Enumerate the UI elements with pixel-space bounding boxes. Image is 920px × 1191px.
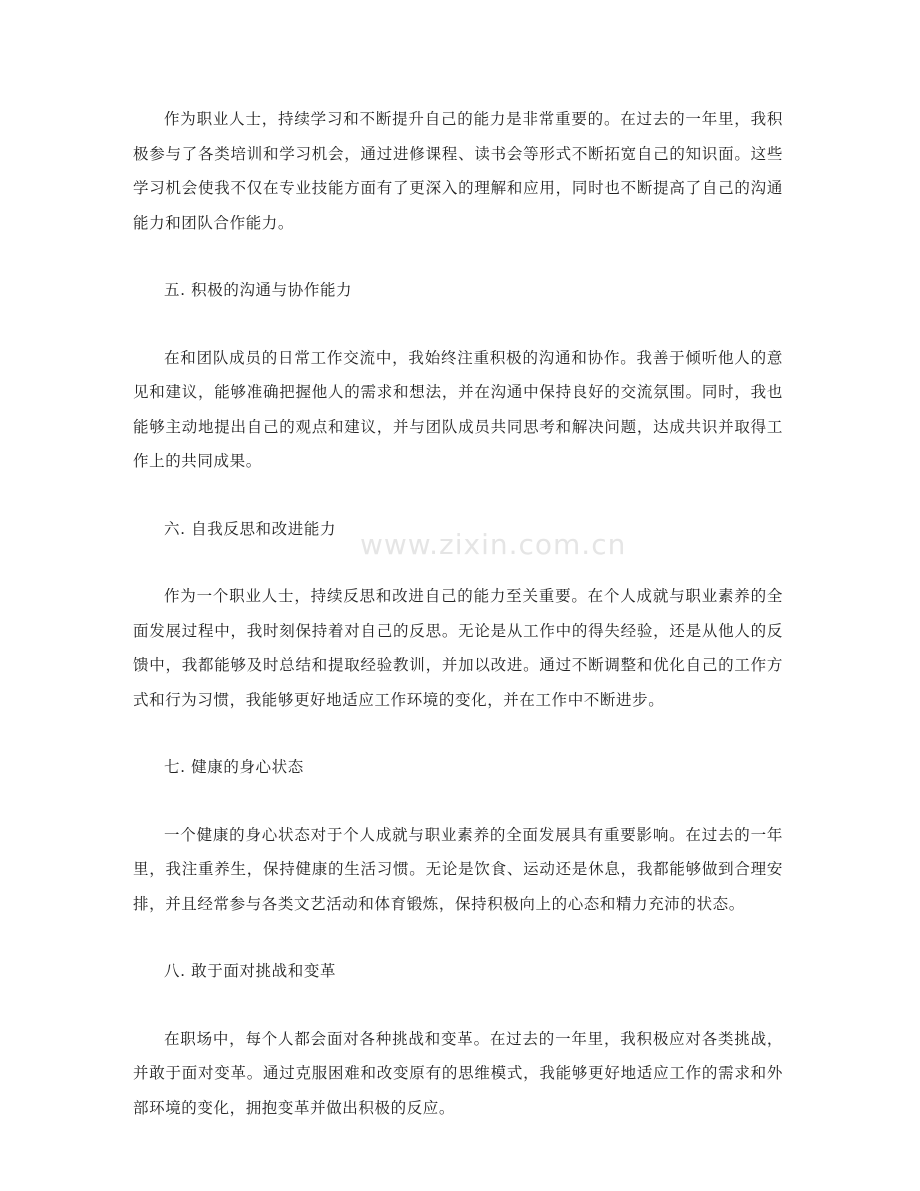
spacer: [133, 479, 783, 512]
spacer: [133, 921, 783, 954]
paragraph-health: 一个健康的身心状态对于个人成就与职业素养的全面发展具有重要影响。在过去的一年里，我注重养生，保持健康的生活习惯。无论是饮食、运动还是休息，我都能够做到合理安排，并且经常参与各类文艺活动和体育锻炼，保持积极向上的心态和精力充沛的状态。: [133, 825, 783, 913]
spacer: [133, 989, 783, 1022]
section-heading-challenges: 八. 敢于面对挑战和变革: [164, 962, 337, 980]
paragraph-challenges: 在职场中，每个人都会面对各种挑战和变革。在过去的一年里，我积极应对各类挑战，并敢于面对变革。通过克服困难和改变原有的思维模式，我能够更好地适应工作的需求和外部环境的变化，拥抱变革并做出积极的反应。: [133, 1029, 783, 1117]
paragraph-reflection: 作为一个职业人士，持续反思和改进自己的能力至关重要。在个人成就与职业素养的全面发展过程中，我时刻保持着对自己的反思。无论是从工作中的得失经验，还是从他人的反馈中，我都能够及时总结和提取经验教训，并加以改进。通过不断调整和优化自己的工作方式和行为习惯，我能够更好地适应工作环境的变化，并在工作中不断进步。: [133, 587, 783, 709]
spacer: [133, 785, 783, 818]
section-heading-communication: 五. 积极的沟通与协作能力: [164, 281, 353, 299]
paragraph-communication: 在和团队成员的日常工作交流中，我始终注重积极的沟通和协作。我善于倾听他人的意见和建议，能够准确把握他人的需求和想法，并在沟通中保持良好的交流氛围。同时，我也能够主动地提出自己的观点和建议，并与团队成员共同思考和解决问题，达成共识并取得工作上的共同成果。: [133, 348, 783, 470]
spacer: [133, 240, 783, 273]
paragraph-learning: 作为职业人士，持续学习和不断提升自己的能力是非常重要的。在过去的一年里，我积极参与了各类培训和学习机会，通过进修课程、读书会等形式不断拓宽自己的知识面。这些学习机会使我不仅在专业技能方面有了更深入的理解和应用，同时也不断提高了自己的沟通能力和团队合作能力。: [133, 110, 783, 232]
spacer: [133, 308, 783, 341]
watermark: www.zixin.com.cn: [360, 528, 627, 561]
spacer: [133, 546, 783, 579]
section-heading-health: 七. 健康的身心状态: [164, 758, 304, 776]
spacer: [133, 717, 783, 750]
document-body: [133, 102, 783, 1125]
section-heading-reflection: 六. 自我反思和改进能力: [164, 519, 337, 538]
